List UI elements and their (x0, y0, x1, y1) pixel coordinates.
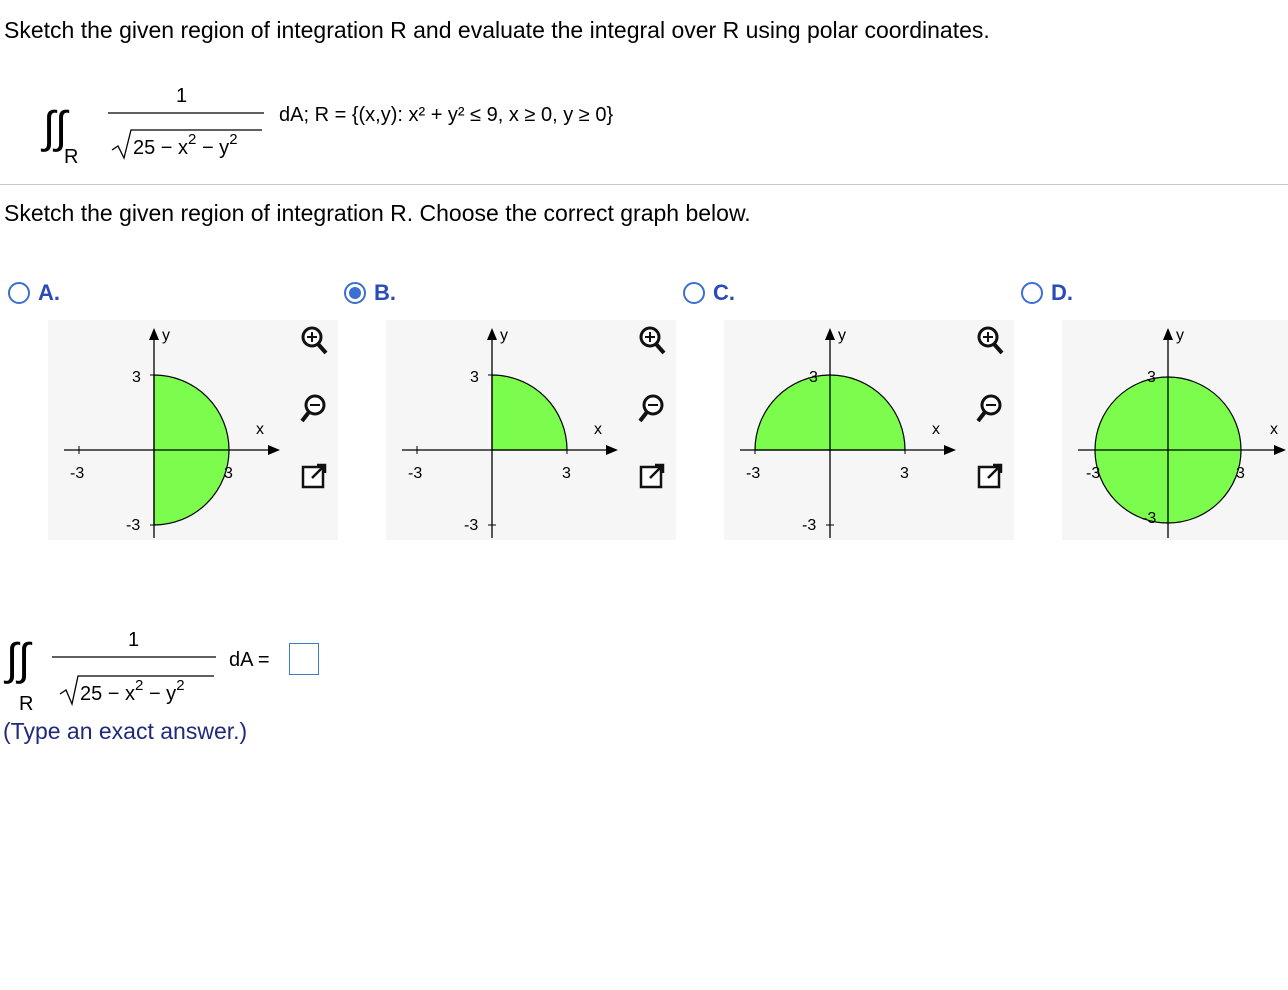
y-axis-arrow (825, 328, 835, 340)
double-integral-sign: ∫∫ (6, 635, 31, 684)
integral-denominator: $25 - x^2 - y^2$ (133, 131, 238, 159)
graph-tools-b (634, 322, 670, 494)
integral-region-label: R (19, 693, 34, 715)
radio-choice-d[interactable] (1021, 282, 1043, 304)
choice-c-label: C. (713, 280, 735, 305)
y-axis-arrow (149, 328, 159, 340)
y-tick-label-top: 3 (470, 369, 479, 386)
answer-integral-expression (0, 612, 290, 722)
y-tick-label-bottom: -3 (126, 517, 141, 534)
graph-choice-a (48, 320, 338, 540)
integral-expression (0, 70, 740, 175)
expand-icon[interactable] (634, 458, 670, 494)
x-tick-label-right: 3 (900, 465, 909, 482)
integral-region-label: R (64, 146, 79, 168)
answer-input[interactable] (289, 643, 319, 675)
section-divider (0, 184, 1288, 185)
y-axis-label: y (500, 327, 508, 344)
graph-choice-d (1062, 320, 1288, 540)
choice-d-label: D. (1051, 280, 1073, 305)
integral-numerator: 1 (176, 85, 188, 107)
x-tick-label-right: 3 (224, 465, 233, 482)
y-axis-label: y (1176, 327, 1184, 344)
x-tick-label-left: -3 (70, 465, 85, 482)
zoom-in-icon[interactable] (634, 322, 670, 358)
x-tick-label-right: 3 (1236, 465, 1245, 482)
x-axis-label: x (256, 421, 264, 438)
expand-icon[interactable] (972, 458, 1008, 494)
choice-b-label: B. (374, 280, 396, 305)
y-tick-label-top: 3 (1147, 369, 1156, 386)
integral-denominator: $25 - x^2 - y^2$ (80, 677, 185, 705)
zoom-in-icon[interactable] (972, 322, 1008, 358)
graph-choice-c (724, 320, 1014, 540)
x-axis-arrow (606, 445, 618, 455)
zoom-out-icon[interactable] (296, 390, 332, 426)
region-quarter-disk (492, 375, 567, 450)
x-tick-label-left: -3 (408, 465, 423, 482)
choice-a[interactable] (8, 280, 60, 306)
y-tick-label-top: 3 (809, 369, 818, 386)
x-axis-arrow (268, 445, 280, 455)
graph-tools-c (972, 322, 1008, 494)
zoom-out-icon[interactable] (972, 390, 1008, 426)
choice-a-label: A. (38, 280, 60, 305)
double-integral-sign: ∫∫ (43, 103, 68, 152)
graph-choice-b (386, 320, 676, 540)
choice-b[interactable] (344, 280, 396, 306)
part1-prompt: Sketch the given region of integration R. Choose the correct graph below. (4, 200, 751, 226)
choice-d[interactable] (1021, 280, 1073, 306)
radio-choice-a[interactable] (8, 282, 30, 304)
question-prompt: Sketch the given region of integration R and evaluate the integral over R using polar coordinates. (4, 17, 990, 43)
y-axis-label: y (162, 327, 170, 344)
integral-numerator: 1 (128, 629, 140, 651)
x-axis-arrow (944, 445, 956, 455)
x-axis-label: x (932, 421, 940, 438)
x-tick-label-left: -3 (1086, 465, 1101, 482)
answer-hint: (Type an exact answer.) (3, 718, 248, 744)
y-axis-arrow (487, 328, 497, 340)
radio-choice-b[interactable] (344, 282, 366, 304)
zoom-in-icon[interactable] (296, 322, 332, 358)
region-definition: dA; R = {(x,y): x² + y² ≤ 9, x ≥ 0, y ≥ 0} (279, 104, 614, 126)
x-axis-label: x (1270, 421, 1278, 438)
radio-selected-dot (349, 287, 361, 299)
x-tick-label-left: -3 (746, 465, 761, 482)
y-tick-label-bottom: -3 (1142, 510, 1157, 527)
y-tick-label-top: 3 (132, 369, 141, 386)
radio-choice-c[interactable] (683, 282, 705, 304)
zoom-out-icon[interactable] (634, 390, 670, 426)
choice-c[interactable] (683, 280, 735, 306)
y-tick-label-bottom: -3 (802, 517, 817, 534)
y-axis-label: y (838, 327, 846, 344)
graph-tools-a (296, 322, 332, 494)
x-axis-label: x (594, 421, 602, 438)
x-tick-label-right: 3 (562, 465, 571, 482)
y-tick-label-bottom: -3 (464, 517, 479, 534)
equals-label: dA = (229, 649, 270, 671)
expand-icon[interactable] (296, 458, 332, 494)
